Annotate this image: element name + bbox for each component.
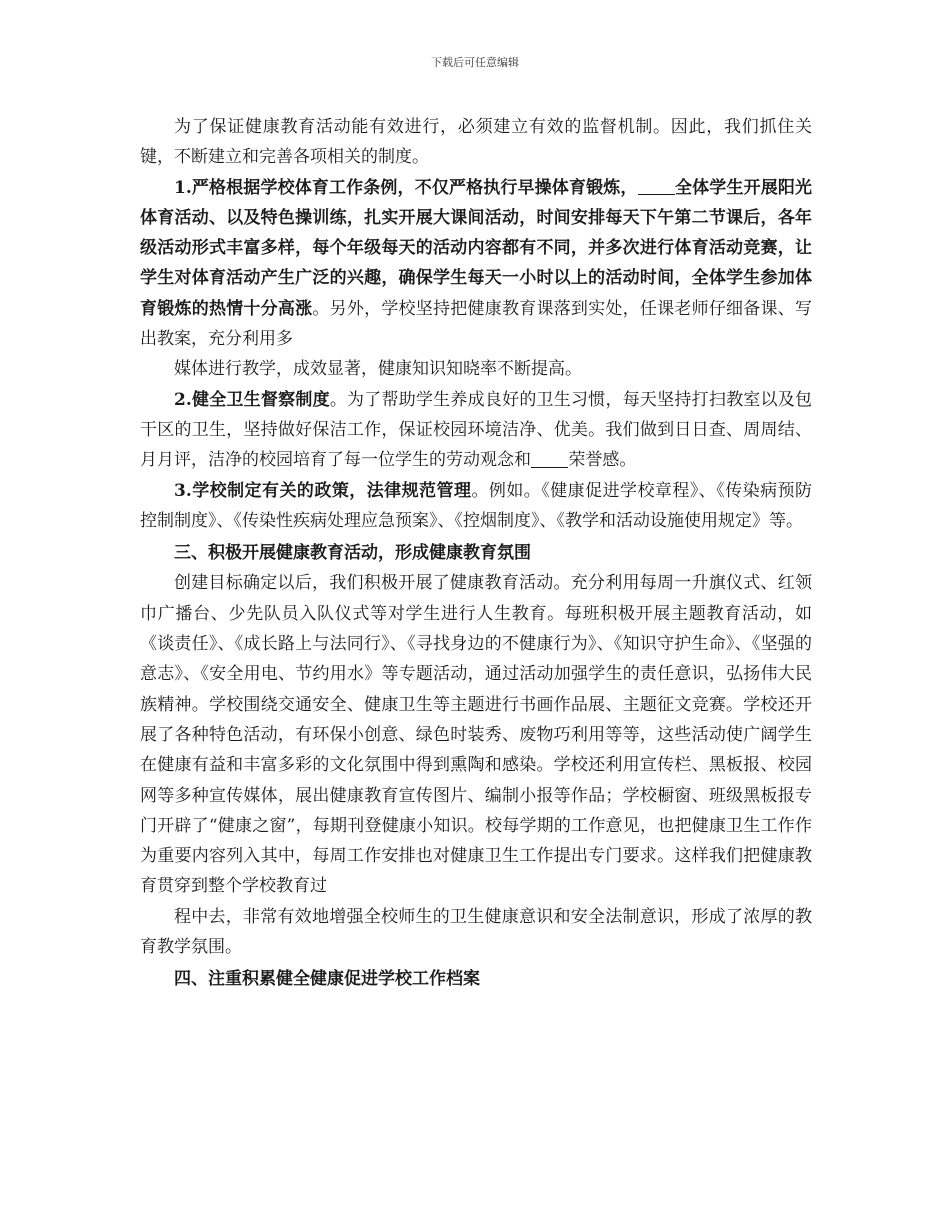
blank-underline xyxy=(638,177,675,195)
body-text: 。为了帮助学生养成良好的卫生习惯，每天坚持打扫教室以及包干区的卫生，坚持做好保洁工作，保证校园环境洁净、优美。我们做到日日查、周周结、月月评，洁净的校园培育了每一位学生的劳动观念和 xyxy=(140,389,812,471)
body-text: 。例如。《健康促进学校章程》、《传染病预防控制制度》、《传染性疾病处理应急预案》、《控烟制度》、《教学和活动设施使用规定》等。 xyxy=(140,480,813,531)
paragraph-policies xyxy=(140,476,812,537)
paragraph-multimedia: 媒体进行教学，成效显著，健康知识知晓率不断提高。 xyxy=(174,359,582,380)
paragraph-supervision-intro: 为了保证健康教育活动能有效进行，必须建立有效的监督机制。因此，我们抓住关键，不断建立和完善各项相关的制度。 xyxy=(140,117,812,168)
paragraph-sports-regulation xyxy=(140,173,812,355)
section-heading-4: 四、注重积累健全健康促进学校工作档案 xyxy=(174,969,480,990)
bold-text: 2.健全卫生督察制度 xyxy=(174,389,330,410)
page-header: 下载后可任意编辑 xyxy=(431,56,519,69)
blank-underline xyxy=(531,450,568,468)
section-heading-3: 三、积极开展健康教育活动，形成健康教育氛围 xyxy=(174,543,531,564)
document-body xyxy=(140,112,812,995)
bold-text: 3.学校制定有关的政策，法律规范管理 xyxy=(174,480,472,501)
bold-text: 1.严格根据学校体育工作条例，不仅严格执行早操体育锻炼， xyxy=(174,177,638,198)
paragraph-hygiene-inspection xyxy=(140,385,812,476)
paragraph-activities-continued: 程中去，非常有效地增强全校师生的卫生健康意识和安全法制意识，形成了浓厚的教育教学氛围。 xyxy=(140,906,812,958)
paragraph-activities: 创建目标确定以后，我们积极开展了健康教育活动。充分利用每周一升旗仪式、红领巾广播台、少先队员入队仪式等对学生进行人生教育。每班积极开展主题教育活动，如《谈责任》、《成长路上与法同行》、《寻找身边的不健康行为》、《知识守护生命》、《坚强的意志》、《安全用电、节约用水》等专题活动，通过活动加强学生的责任意识，弘扬伟大民族精神。学校围绕交通安全、健康卫生等主题进行书画作品展、主题征文竞赛。学校还开展了各种特色活动，有环保小创意、绿色时装秀、废物巧利用等等，这些活动使广阔学生在健康有益和丰富多彩的文化氛围中得到熏陶和感染。学校还利用宣传栏、黑板报、校园网等多种宣传媒体，展出健康教育宣传图片、编制小报等作品；学校橱窗、班级黑板报专门开辟了“健康之窗”，每期刊登健康小知识。校每学期的工作意见，也把健康卫生工作作为重要内容列入其中，每周工作安排也对健康卫生工作提出专门要求。这样我们把健康教育贯穿到整个学校教育过 xyxy=(140,573,812,897)
body-text: 。另外，学校坚持把健康教育课落到实处，任课老师仔细备课、写出教案，充分利用多 xyxy=(140,298,813,350)
body-text: 荣誉感。 xyxy=(568,450,637,471)
bold-text: 全体学生开展阳光体育活动、以及特色操训练，扎实开展大课间活动，时间安排每天下午第二节课后，各年级活动形式丰富多样，每个年级每天的活动内容都有不同，并多次进行体育活动竞赛，让学生对体育活动产生广泛的兴趣，确保学生每天一小时以上的活动时间，全体学生参加体育锻炼的热情十分高涨 xyxy=(140,177,813,319)
